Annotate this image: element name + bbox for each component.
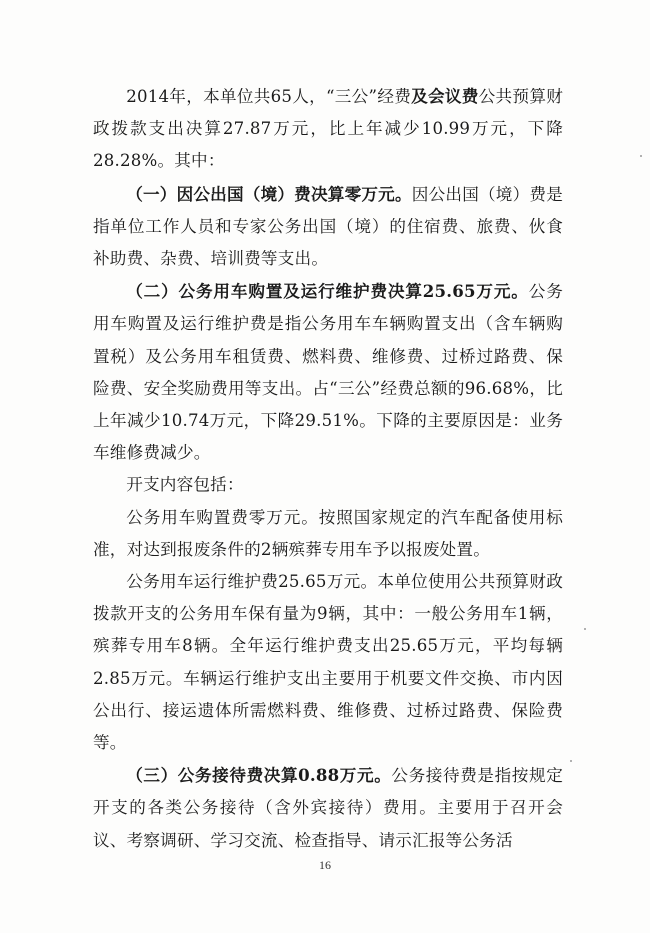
text-run: 2014年，本单位共65人，“三公”经费 bbox=[126, 87, 412, 106]
text-run: 公务用车运行维护费25.65万元。本单位使用公共预算财政拨款开支的公务用车保有量为9辆，其中：一般公务用车1辆，殡葬专用车8辆。全年运行维护费支出25.65万元，平均每辆2.85万元。车辆运行维护支出主要用于机要文件交换、市内因公出行、接运遗体所需燃料费、维修费、过桥过路费、保险费等。 bbox=[93, 572, 563, 753]
body-text bbox=[93, 80, 563, 857]
paragraph-vehicle-expense bbox=[93, 275, 563, 469]
paragraph-abroad-expense bbox=[93, 178, 563, 276]
paragraph-intro bbox=[93, 80, 563, 178]
section-heading-abroad: （一）因公出国（境）费决算零万元。 bbox=[126, 183, 412, 204]
text-run: 开支内容包括： bbox=[126, 475, 244, 495]
paragraph-vehicle-purchase bbox=[93, 502, 563, 566]
page-number: 16 bbox=[319, 858, 331, 872]
paragraph-reception-expense bbox=[93, 759, 563, 857]
section-heading-vehicle: （二）公务用车购置及运行维护费决算25.65万元。 bbox=[126, 281, 529, 302]
scan-speck bbox=[640, 155, 642, 157]
paragraph-vehicle-maintenance bbox=[93, 566, 563, 759]
text-run: 因公出国（境）费是指单位工作人员和专家公务出国（境）的住宿费、旅费、伙食补助费、杂费、培训费等支出。 bbox=[93, 184, 563, 269]
text-run: 公务用车购置及运行维护费是指公务用车车辆购置支出（含车辆购置税）及公务用车租赁费、燃料费、维修费、过桥过路费、保险费、安全奖励费用等支出。占“三公”经费总额的96.68%，比上年减少10.74万元，下降29.51%。下降的主要原因是：业务车维修费减少。 bbox=[93, 282, 563, 463]
scan-speck bbox=[584, 628, 586, 630]
text-run: 公务用车购置费零万元。按照国家规定的汽车配备使用标准，对达到报废条件的2辆殡葬专用车予以报废处置。 bbox=[93, 507, 563, 559]
text-run: 公共预算财政拨款支出决算27.87万元，比上年减少10.99万元，下降28.28%。其中： bbox=[93, 87, 563, 171]
text-run-bold: 及会议费 bbox=[411, 86, 479, 106]
text-run: 公务接待费是指按规定开支的各类公务接待（含外宾接待）费用。主要用于召开会议、考察调研、学习交流、检查指导、请示汇报等公务活 bbox=[93, 766, 563, 850]
paragraph-expense-items bbox=[93, 469, 563, 501]
section-heading-reception: （三）公务接待费决算0.88万元。 bbox=[126, 765, 392, 786]
scan-speck bbox=[570, 760, 572, 762]
